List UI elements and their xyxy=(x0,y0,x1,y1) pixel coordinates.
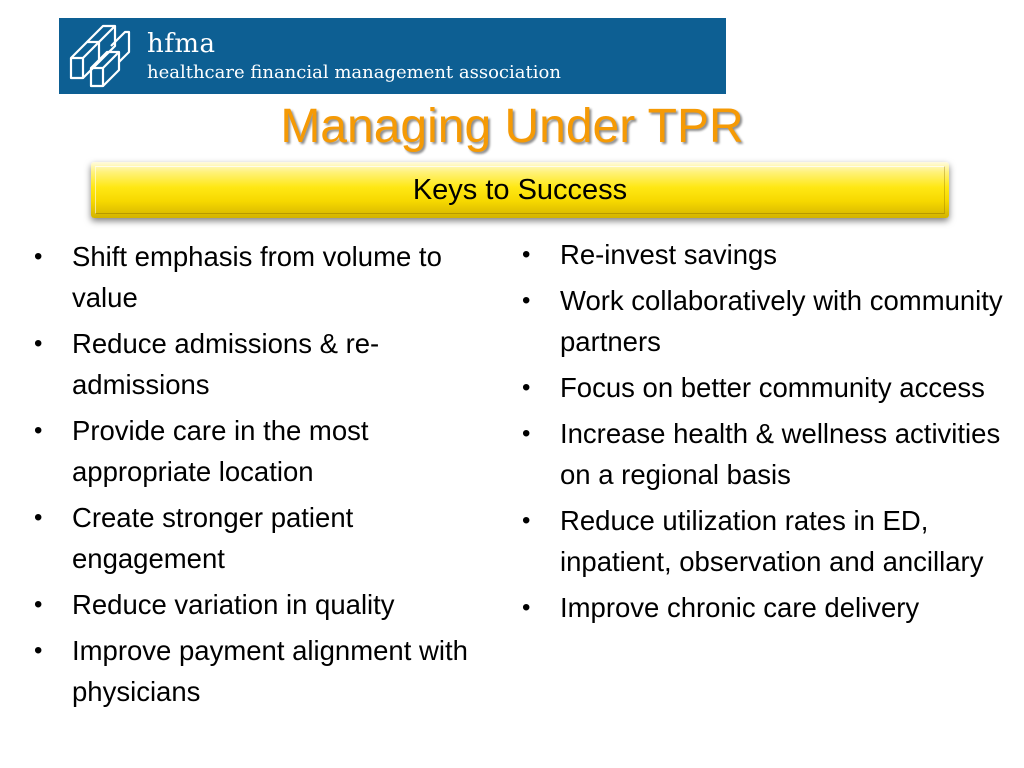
bullet-icon: • xyxy=(34,504,43,531)
list-item-text: Improve payment alignment with physicians xyxy=(72,635,468,707)
list-item-text: Reduce admissions & re-admissions xyxy=(72,328,380,400)
list-item xyxy=(30,236,490,318)
logo-tagline: healthcare financial management association xyxy=(147,62,561,83)
left-bullet-list xyxy=(30,236,490,717)
list-item xyxy=(30,630,490,712)
list-item xyxy=(518,413,1018,495)
bullet-icon: • xyxy=(34,637,43,664)
list-item-text: Provide care in the most appropriate location xyxy=(72,415,369,487)
list-item-text: Work collaboratively with community partners xyxy=(560,285,1003,357)
list-item-text: Reduce utilization rates in ED, inpatient, observation and ancillary xyxy=(560,505,984,577)
list-item xyxy=(518,280,1018,362)
list-item-text: Focus on better community access xyxy=(560,372,985,403)
bullet-icon: • xyxy=(522,594,531,621)
hfma-logo-icon xyxy=(65,24,131,90)
list-item-text: Improve chronic care delivery xyxy=(560,592,920,623)
list-item xyxy=(518,367,1018,408)
keys-to-success-bar xyxy=(91,162,949,218)
slide-title: Managing Under TPR xyxy=(280,100,744,153)
list-item-text: Re-invest savings xyxy=(560,239,778,270)
right-bullet-list xyxy=(518,234,1018,633)
bullet-icon: • xyxy=(522,420,531,447)
bullet-icon: • xyxy=(522,374,531,401)
bullet-icon: • xyxy=(34,591,43,618)
bullet-icon: • xyxy=(522,241,531,268)
list-item xyxy=(30,323,490,405)
list-item xyxy=(30,497,490,579)
bullet-icon: • xyxy=(34,243,43,270)
list-item-text: Reduce variation in quality xyxy=(72,589,395,620)
hfma-banner xyxy=(59,18,726,94)
list-item xyxy=(518,234,1018,275)
bullet-icon: • xyxy=(34,330,43,357)
list-item xyxy=(30,410,490,492)
list-item xyxy=(518,587,1018,628)
bullet-icon: • xyxy=(522,507,531,534)
bar-label: Keys to Success xyxy=(412,174,628,206)
list-item-text: Increase health & wellness activities on a regional basis xyxy=(560,418,1001,490)
bullet-icon: • xyxy=(34,417,43,444)
logo-name: hfma xyxy=(147,29,216,59)
list-item-text: Create stronger patient engagement xyxy=(72,502,354,574)
list-item-text: Shift emphasis from volume to value xyxy=(72,241,442,313)
bullet-icon: • xyxy=(522,287,531,314)
list-item xyxy=(518,500,1018,582)
list-item xyxy=(30,584,490,625)
